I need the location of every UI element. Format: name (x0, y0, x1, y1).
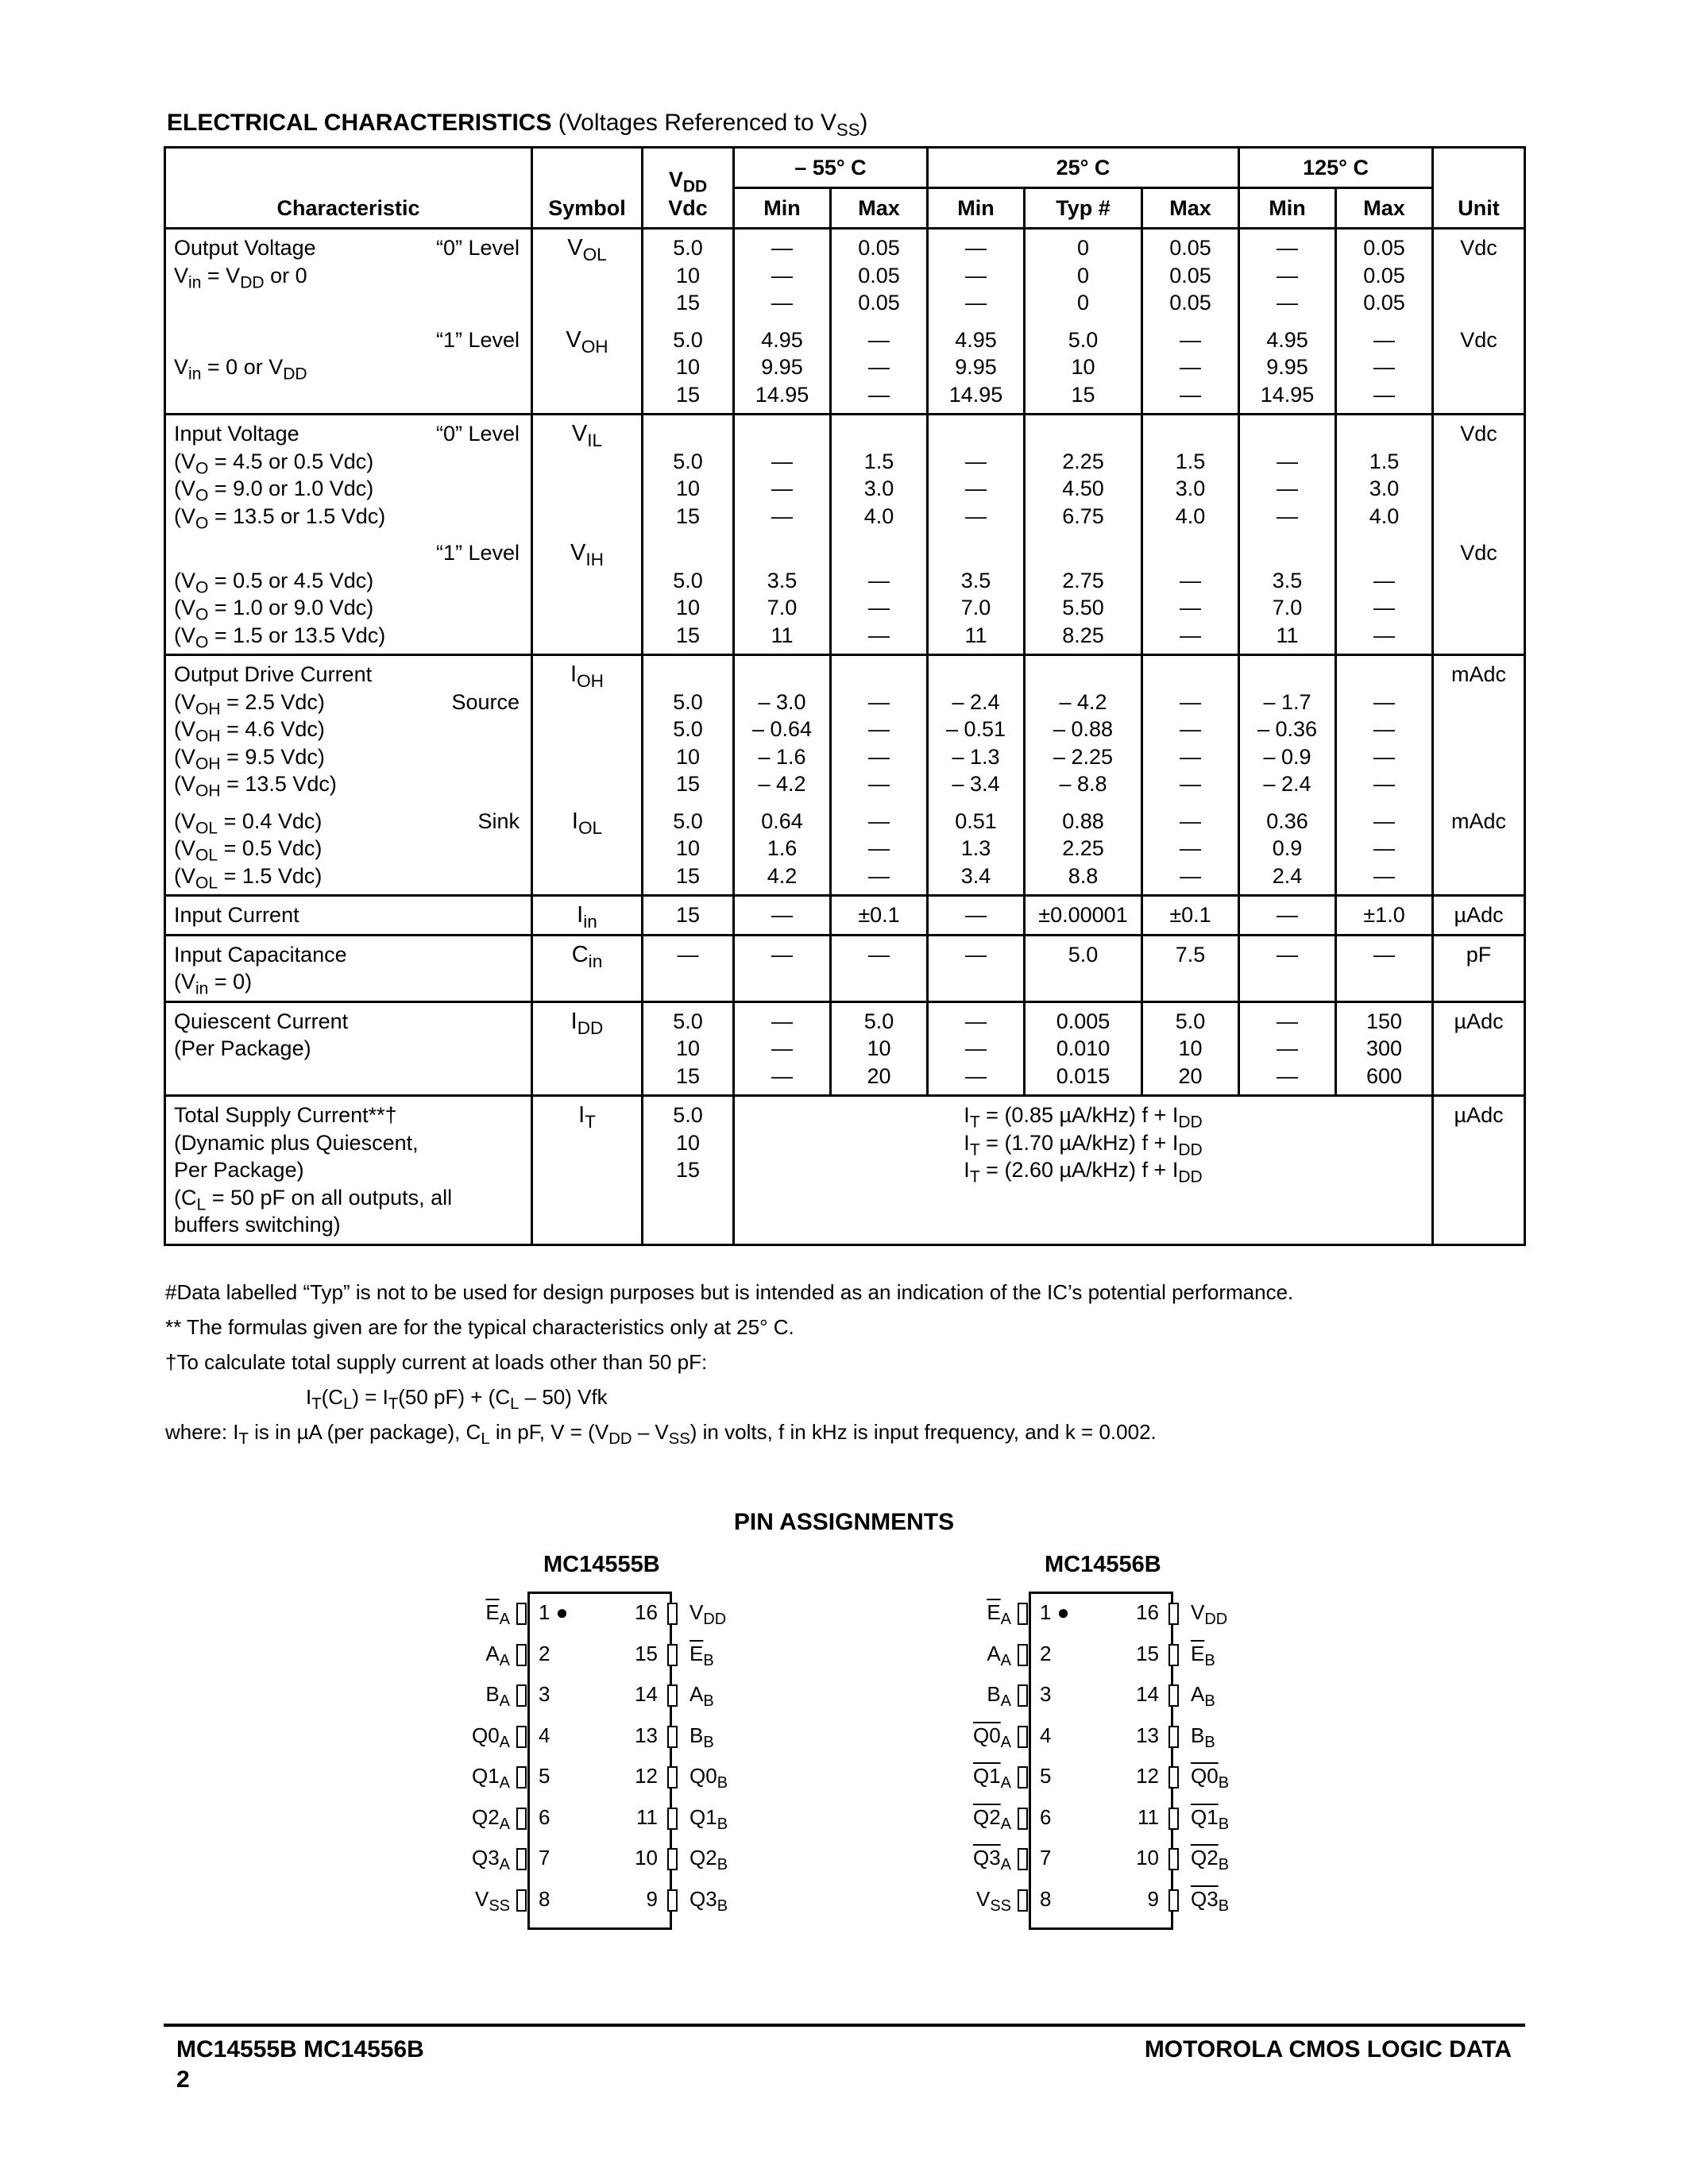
symbol-cell: $V_{IH}$ (532, 534, 643, 655)
value-cell: — — — (1142, 322, 1239, 415)
pin-label: $Q2_B$ (689, 1846, 728, 1874)
value-cell: 3.5 7.0 11 (928, 534, 1025, 655)
value-cell: – 1.7 – 0.36 – 0.9 – 2.4 (1239, 655, 1336, 803)
pin-stub (516, 1726, 527, 1748)
pin-stub (516, 1808, 527, 1830)
pin-stub (1018, 1726, 1028, 1748)
value-cell: — (1239, 896, 1336, 936)
value-cell: ±0.1 (831, 896, 928, 936)
pin-number: 2 (539, 1641, 550, 1665)
header-unit: Unit (1433, 148, 1525, 229)
pin-stub (516, 1603, 527, 1625)
value-cell: 5.0 (1025, 935, 1142, 1001)
pin-number: 1 ● (539, 1600, 569, 1624)
pin-label: $Q2_B$ (1191, 1846, 1230, 1874)
pin-label: $A_B$ (689, 1682, 714, 1711)
pin-label: $V_{SS}$ (975, 1886, 1011, 1915)
value-cell: — — — (734, 415, 831, 535)
pin-number: 10 (635, 1846, 658, 1870)
header-symbol: Symbol (532, 148, 643, 229)
value-cell: 5.0 10 20 (831, 1001, 928, 1096)
pin-label: $Q1_B$ (689, 1804, 728, 1833)
pin-number: 16 (635, 1600, 658, 1624)
value-cell: 5.0 10 15 (1025, 322, 1142, 415)
pin-label: $Q0_B$ (1191, 1764, 1230, 1792)
unit-cell: µAdc (1433, 1001, 1525, 1096)
pin-stub (516, 1848, 527, 1870)
value-cell: — — — — (1336, 655, 1433, 803)
value-cell: 0.88 2.25 8.8 (1025, 803, 1142, 896)
value-cell: — (928, 896, 1025, 936)
footer-part-numbers: MC14555B MC14556B (176, 2036, 424, 2062)
unit-cell: mAdc (1433, 803, 1525, 896)
symbol-cell: $I_{DD}$ (532, 1001, 643, 1096)
value-cell: 0.36 0.9 2.4 (1239, 803, 1336, 896)
pin-number: 13 (1136, 1723, 1159, 1747)
pin-number: 15 (1136, 1641, 1159, 1665)
header-min: Min (1239, 188, 1336, 229)
pin-label: $\overline{E}_B$ (689, 1641, 714, 1669)
pin-label: $B_B$ (1191, 1723, 1215, 1751)
value-cell: — (734, 896, 831, 936)
value-cell: ±0.1 (1142, 896, 1239, 936)
characteristic-cell: Output Drive Current ($V_{OH} = 2.5$ Vdc) Source ($V_{OH} = 4.6$ Vdc) ($V_{OH} = 9.5$ Vdc) ($V_{OH} = 13.5$ Vdc) (165, 655, 532, 803)
pin-label: $Q2_A$ (471, 1804, 510, 1833)
table-row (165, 534, 1525, 655)
table-row (165, 655, 1525, 803)
pin-label: $Q1_A$ (972, 1764, 1011, 1792)
vdd-cell: 5.0 10 15 (643, 534, 734, 655)
pin-stub (1018, 1889, 1028, 1912)
chip-name: MC14555B (543, 1552, 660, 1577)
symbol-cell: $V_{OH}$ (532, 322, 643, 415)
header-characteristic: Characteristic (165, 148, 532, 229)
footnote-formula: $I_T(C_L) = I_T(50$ $pF) + (C_L - 50)$ Vfk (306, 1385, 608, 1414)
value-cell: — — — (1142, 534, 1239, 655)
value-cell: 3.5 7.0 11 (1239, 534, 1336, 655)
header-min: Min (928, 188, 1025, 229)
pin-stub (1018, 1766, 1028, 1788)
symbol-cell: $V_{IL}$ (532, 415, 643, 535)
footnote-formulas: ** The formulas given are for the typical characteristics only at 25° C. (165, 1315, 794, 1339)
value-cell: – 2.4 – 0.51 – 1.3 – 3.4 (928, 655, 1025, 803)
vdd-cell: 5.0 10 15 (643, 415, 734, 535)
table-row (165, 935, 1525, 1001)
footer-publisher: MOTOROLA CMOS LOGIC DATA (1144, 2036, 1512, 2062)
pin-stub (1168, 1889, 1179, 1912)
header-max: Max (831, 188, 928, 229)
pin-stub (667, 1766, 678, 1788)
value-cell: 150 300 600 (1336, 1001, 1433, 1096)
pin-label: $Q0_A$ (972, 1723, 1011, 1751)
pin-number: 1 ● (1040, 1600, 1070, 1624)
value-cell: 4.95 9.95 14.95 (928, 322, 1025, 415)
pin-label: $Q3_A$ (972, 1846, 1011, 1874)
pin-number: 14 (1136, 1682, 1159, 1706)
value-cell: 0.05 0.05 0.05 (831, 229, 928, 322)
pin-number: 6 (539, 1804, 550, 1829)
pin-stub (1018, 1848, 1028, 1870)
value-cell: 0.005 0.010 0.015 (1025, 1001, 1142, 1096)
symbol-cell: $C_{in}$ (532, 935, 643, 1001)
table-row (165, 803, 1525, 896)
unit-cell: Vdc (1433, 322, 1525, 415)
pin-label: $A_B$ (1191, 1682, 1215, 1711)
header-min: Min (734, 188, 831, 229)
pin-stub (1168, 1808, 1179, 1830)
value-cell: 4.95 9.95 14.95 (734, 322, 831, 415)
symbol-cell: $I_{OH}$ (532, 655, 643, 803)
section-title: ELECTRICAL CHARACTERISTICS (Voltages Referenced to $V_{SS}$) (167, 110, 868, 140)
pin-stub (1168, 1726, 1179, 1748)
pin-number: 5 (1040, 1764, 1052, 1788)
value-cell: 0.05 0.05 0.05 (1142, 229, 1239, 322)
header-max: Max (1142, 188, 1239, 229)
pin-number: 4 (1040, 1723, 1052, 1747)
pin-number: 7 (539, 1846, 550, 1870)
table-row (165, 229, 1525, 322)
table-row (165, 415, 1525, 535)
pin-number: 8 (539, 1886, 550, 1911)
pin-label: $Q1_A$ (471, 1764, 510, 1792)
value-cell: 0 0 0 (1025, 229, 1142, 322)
pin-stub (667, 1644, 678, 1666)
value-cell: — — — (1239, 229, 1336, 322)
characteristic-cell: Input Current (165, 896, 532, 936)
pin-stub (1168, 1848, 1179, 1870)
footnote-total-supply: †To calculate total supply current at loads other than 50 pF: (165, 1350, 708, 1374)
pin-stub (516, 1889, 527, 1912)
vdd-cell: — (643, 935, 734, 1001)
header-temp-minus55: – 55° C (734, 148, 928, 188)
header-vdd: $V_{DD}$ Vdc (643, 148, 734, 229)
value-cell: 0.05 0.05 0.05 (1336, 229, 1433, 322)
value-cell: — (928, 935, 1025, 1001)
value-cell: — (1336, 935, 1433, 1001)
formula-cell: $I_T = (0.85$ µA/kHz) $f + I_{DD}$ $I_T = (1.70$ µA/kHz) $f + I_{DD}$ $I_T = (2.60$ µA/kHz) $f + I_{DD}$ (734, 1096, 1433, 1245)
pin-number: 8 (1040, 1886, 1052, 1911)
value-cell: – 3.0 – 0.64 – 1.6 – 4.2 (734, 655, 831, 803)
symbol-cell: $I_{OL}$ (532, 803, 643, 896)
value-cell: — (734, 935, 831, 1001)
value-cell: — — — (928, 229, 1025, 322)
characteristic-cell: ($V_{OL} = 0.4$ Vdc) Sink ($V_{OL} = 0.5$ Vdc) ($V_{OL} = 1.5$ Vdc) (165, 803, 532, 896)
table-row (165, 1001, 1525, 1096)
pin-label: $Q0_B$ (689, 1764, 728, 1792)
value-cell: — — — (1239, 415, 1336, 535)
pin-label: $B_B$ (689, 1723, 714, 1751)
pin-stub (1168, 1684, 1179, 1707)
value-cell: — (1239, 935, 1336, 1001)
characteristic-cell: Output Voltage “0” Level $V_{in} = V_{DD}$ or 0 (165, 229, 532, 322)
pin-label: $A_A$ (485, 1641, 510, 1669)
value-cell: — — — — (831, 655, 928, 803)
value-cell: 4.95 9.95 14.95 (1239, 322, 1336, 415)
pin-number: 2 (1040, 1641, 1052, 1665)
pin-number: 4 (539, 1723, 550, 1747)
footnote-typ: #Data labelled “Typ” is not to be used for design purposes but is intended as an indication of the IC’s potential performance. (165, 1280, 1294, 1304)
value-cell: — — — (1336, 322, 1433, 415)
vdd-cell: 5.0 10 15 (643, 803, 734, 896)
pin-number: 9 (646, 1886, 658, 1911)
value-cell: 1.5 3.0 4.0 (831, 415, 928, 535)
chip-name: MC14556B (1045, 1552, 1161, 1577)
value-cell: 2.25 4.50 6.75 (1025, 415, 1142, 535)
value-cell: 3.5 7.0 11 (734, 534, 831, 655)
pin-label: $Q3_B$ (1191, 1886, 1230, 1915)
vdd-cell: 5.0 10 15 (643, 229, 734, 322)
pin-stub (667, 1848, 678, 1870)
header-max: Max (1336, 188, 1433, 229)
footnote-where: where: $I_T$ is in µA (per package), $C_L$ in pF, $V = (V_{DD} - V_{SS})$ in volts, f in kHz is input frequency, and k = 0.002. (165, 1420, 1157, 1449)
electrical-characteristics-table (164, 146, 1526, 1246)
pin-stub (1018, 1644, 1028, 1666)
vdd-cell: 15 (643, 896, 734, 936)
header-temp-125: 125° C (1239, 148, 1433, 188)
pin-assignments-title: PIN ASSIGNMENTS (733, 1509, 955, 1535)
unit-cell: pF (1433, 935, 1525, 1001)
unit-cell: Vdc (1433, 534, 1525, 655)
pin-number: 16 (1136, 1600, 1159, 1624)
pin-stub (1018, 1808, 1028, 1830)
pin-stub (667, 1889, 678, 1912)
pin-label: $V_{SS}$ (474, 1886, 510, 1915)
pin-number: 11 (1138, 1804, 1159, 1829)
pin-label: $\overline{E}_A$ (987, 1600, 1011, 1629)
value-cell: — — — (928, 415, 1025, 535)
pin-number: 3 (1040, 1682, 1052, 1706)
pin-number: 5 (539, 1764, 550, 1788)
pin-stub (667, 1603, 678, 1625)
value-cell: — — — (831, 803, 928, 896)
value-cell: 1.5 3.0 4.0 (1142, 415, 1239, 535)
unit-cell: Vdc (1433, 415, 1525, 535)
table-row (165, 1096, 1525, 1245)
table-row (165, 322, 1525, 415)
value-cell: — — — (1239, 1001, 1336, 1096)
vdd-cell: 5.0 10 15 (643, 1096, 734, 1245)
pin-number: 15 (635, 1641, 658, 1665)
vdd-cell: 5.0 10 15 (643, 322, 734, 415)
value-cell: — — — (928, 1001, 1025, 1096)
header-typ: Typ # (1025, 188, 1142, 229)
characteristic-cell: “1” Level $V_{in} = 0$ or $V_{DD}$ (165, 322, 532, 415)
characteristic-cell: Input Capacitance $(V_{in} = 0)$ (165, 935, 532, 1001)
unit-cell: µAdc (1433, 896, 1525, 936)
header-temp-25: 25° C (928, 148, 1239, 188)
value-cell: — — — (734, 229, 831, 322)
value-cell: 0.64 1.6 4.2 (734, 803, 831, 896)
pin-number: 13 (635, 1723, 658, 1747)
characteristic-cell: Total Supply Current**† (Dynamic plus Quiescent, Per Package) ($C_L = 50$ pF on all outputs, all buffers switching) (165, 1096, 532, 1245)
value-cell: — (831, 935, 928, 1001)
pin-number: 12 (1136, 1764, 1159, 1788)
pin-label: $\overline{E}_A$ (485, 1600, 510, 1629)
value-cell: 7.5 (1142, 935, 1239, 1001)
pin-number: 12 (635, 1764, 658, 1788)
value-cell: — — — (734, 1001, 831, 1096)
characteristic-cell: Quiescent Current (Per Package) (165, 1001, 532, 1096)
page-number: 2 (176, 2066, 190, 2093)
symbol-cell: $I_T$ (532, 1096, 643, 1245)
value-cell: — — — (831, 322, 928, 415)
value-cell: 1.5 3.0 4.0 (1336, 415, 1433, 535)
pin-stub (516, 1684, 527, 1707)
pin-number: 10 (1136, 1846, 1159, 1870)
value-cell: 2.75 5.50 8.25 (1025, 534, 1142, 655)
value-cell: – 4.2 – 0.88 – 2.25 – 8.8 (1025, 655, 1142, 803)
vdd-cell: 5.0 5.0 10 15 (643, 655, 734, 803)
pin-stub (1018, 1684, 1028, 1707)
pin-stub (1168, 1644, 1179, 1666)
pin-stub (516, 1644, 527, 1666)
value-cell: 0.51 1.3 3.4 (928, 803, 1025, 896)
footer-rule (164, 2024, 1525, 2027)
value-cell: — — — (1336, 534, 1433, 655)
pin-label: $Q2_A$ (972, 1804, 1011, 1833)
value-cell: — — — (1336, 803, 1433, 896)
pin-stub (1168, 1603, 1179, 1625)
pin-number: 9 (1147, 1886, 1159, 1911)
pin-label: $B_A$ (485, 1682, 510, 1711)
pin-label: $V_{DD}$ (1191, 1600, 1228, 1629)
symbol-cell: $I_{in}$ (532, 896, 643, 936)
symbol-cell: $V_{OL}$ (532, 229, 643, 322)
table-row (165, 896, 1525, 936)
pin-stub (667, 1726, 678, 1748)
pin-number: 14 (635, 1682, 658, 1706)
value-cell: 5.0 10 20 (1142, 1001, 1239, 1096)
pin-number: 7 (1040, 1846, 1052, 1870)
pin-stub (667, 1808, 678, 1830)
pin-label: $Q3_A$ (471, 1846, 510, 1874)
pin-label: $Q0_A$ (471, 1723, 510, 1751)
pin-stub (1018, 1603, 1028, 1625)
value-cell: — — — — (1142, 655, 1239, 803)
pin-number: 3 (539, 1682, 550, 1706)
pin-label: $Q1_B$ (1191, 1804, 1230, 1833)
pin-label: $A_A$ (987, 1641, 1011, 1669)
pin-label: $B_A$ (987, 1682, 1011, 1711)
characteristic-cell: Input Voltage “0” Level ($V_O = 4.5$ or 0.5 Vdc) ($V_O = 9.0$ or 1.0 Vdc) ($V_O = 13.5$ or 1.5 Vdc) (165, 415, 532, 535)
pin-label: $V_{DD}$ (689, 1600, 727, 1629)
unit-cell: µAdc (1433, 1096, 1525, 1245)
pin-stub (516, 1766, 527, 1788)
characteristic-cell: “1” Level ($V_O = 0.5$ or 4.5 Vdc) ($V_O = 1.0$ or 9.0 Vdc) ($V_O = 1.5$ or 13.5 Vdc) (165, 534, 532, 655)
unit-cell: Vdc (1433, 229, 1525, 322)
pin-label: $\overline{E}_B$ (1191, 1641, 1215, 1669)
vdd-cell: 5.0 10 15 (643, 1001, 734, 1096)
pin-stub (1168, 1766, 1179, 1788)
value-cell: ±0.00001 (1025, 896, 1142, 936)
pin-stub (667, 1684, 678, 1707)
pin-number: 11 (636, 1804, 658, 1829)
pin-label: $Q3_B$ (689, 1886, 728, 1915)
value-cell: ±1.0 (1336, 896, 1433, 936)
value-cell: — — — (831, 534, 928, 655)
unit-cell: mAdc (1433, 655, 1525, 803)
pin-number: 6 (1040, 1804, 1052, 1829)
value-cell: — — — (1142, 803, 1239, 896)
